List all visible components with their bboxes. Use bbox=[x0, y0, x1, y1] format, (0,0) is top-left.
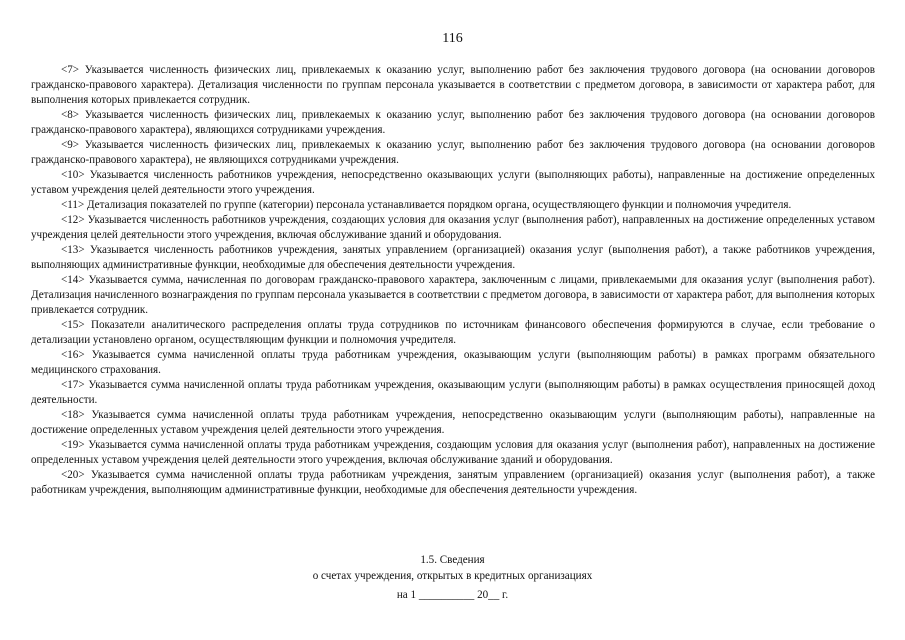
section-heading: 1.5. Сведения bbox=[420, 554, 485, 566]
page-number: 116 bbox=[442, 31, 463, 46]
footnote-16: <16> Указывается сумма начисленной оплаты труда работникам учреждения, оказывающим услуги (выполняющим работы) в рамках программ обязательного медицинского страхования. bbox=[31, 349, 875, 376]
section-subheading: о счетах учреждения, открытых в кредитных организациях bbox=[312, 570, 593, 582]
footnote-18: <18> Указывается сумма начисленной оплаты труда работникам учреждения, непосредственно оказывающим услуги (выполняющим работы), направленные на достижение определенных уставом учреждения целей деятельности этого учреждения. bbox=[31, 409, 875, 436]
footnote-13: <13> Указывается численность работников учреждения, занятых управлением (организацией) оказания услуг (выполнения работ), а также работников учреждения, выполняющих административные функции, необходимые для обеспечения деятельности учреждения. bbox=[31, 244, 875, 271]
section-date-line: на 1 __________ 20__ г. bbox=[396, 589, 509, 601]
footnote-10: <10> Указывается численность работников учреждения, непосредственно оказывающих услуги (выполняющих работы), направленные на достижение определенных уставом учреждения целей деятельности этого учреждения. bbox=[31, 169, 875, 196]
footnote-19: <19> Указывается сумма начисленной оплаты труда работникам учреждения, создающим условия для оказания услуг (выполнения работ), направленных на достижение определенных уставом учреждения целей деятельности этого учреждения, включая обслуживание зданий и оборудования. bbox=[31, 439, 875, 466]
footnote-7: <7> Указывается численность физических лиц, привлекаемых к оказанию услуг, выполнению работ без заключения трудового договора (на основании договоров гражданско-правового характера). Детализация численности по группам персонала указывается в соответствии с предметом договора, в зависимости от характера работ, для выполнения которых привлекается сотрудник. bbox=[31, 64, 875, 106]
footnotes bbox=[31, 63, 875, 498]
footnote-9: <9> Указывается численность физических лиц, привлекаемых к оказанию услуг, выполнению работ без заключения трудового договора (на основании договоров гражданско-правового характера), не являющихся сотрудниками учреждения. bbox=[31, 139, 875, 166]
footnote-17: <17> Указывается сумма начисленной оплаты труда работникам учреждения, оказывающим услуги (выполняющим работы) в рамках осуществления приносящей доход деятельности. bbox=[31, 379, 875, 406]
footnote-20: <20> Указывается сумма начисленной оплаты труда работникам учреждения, занятым управлением (организацией) оказания услуг (выполнения работ), а также работникам учреждения, выполняющим административные функции, необходимые для обеспечения деятельности учреждения. bbox=[31, 469, 875, 496]
footnote-15: <15> Показатели аналитического распределения оплаты труда сотрудников по источникам финансового обеспечения формируются в случае, если требование о детализации установлено органом, осуществляющим функции и полномочия учредителя. bbox=[31, 319, 875, 346]
footnote-14: <14> Указывается сумма, начисленная по договорам гражданско-правового характера, заключенным с лицами, привлекаемыми для оказания услуг (выполнения работ). Детализация начисленного вознаграждения по группам персонала указывается в соответствии с предметом договора, в зависимости от характера работ, для выполнения которых привлекается сотрудник. bbox=[31, 274, 875, 316]
section-header bbox=[0, 552, 905, 603]
footnote-11: <11> Детализация показателей по группе (категории) персонала устанавливается порядком органа, осуществляющего функции и полномочия учредителя. bbox=[61, 199, 792, 211]
footnote-12: <12> Указывается численность работников учреждения, создающих условия для оказания услуг (выполнения работ), направленных на достижение определенных уставом учреждения целей деятельности этого учреждения, включая обслуживание зданий и оборудования. bbox=[31, 214, 875, 241]
footnote-8: <8> Указывается численность физических лиц, привлекаемых к оказанию услуг, выполнению работ без заключения трудового договора (на основании договоров гражданско-правового характера), являющихся сотрудниками учреждения. bbox=[31, 109, 875, 136]
